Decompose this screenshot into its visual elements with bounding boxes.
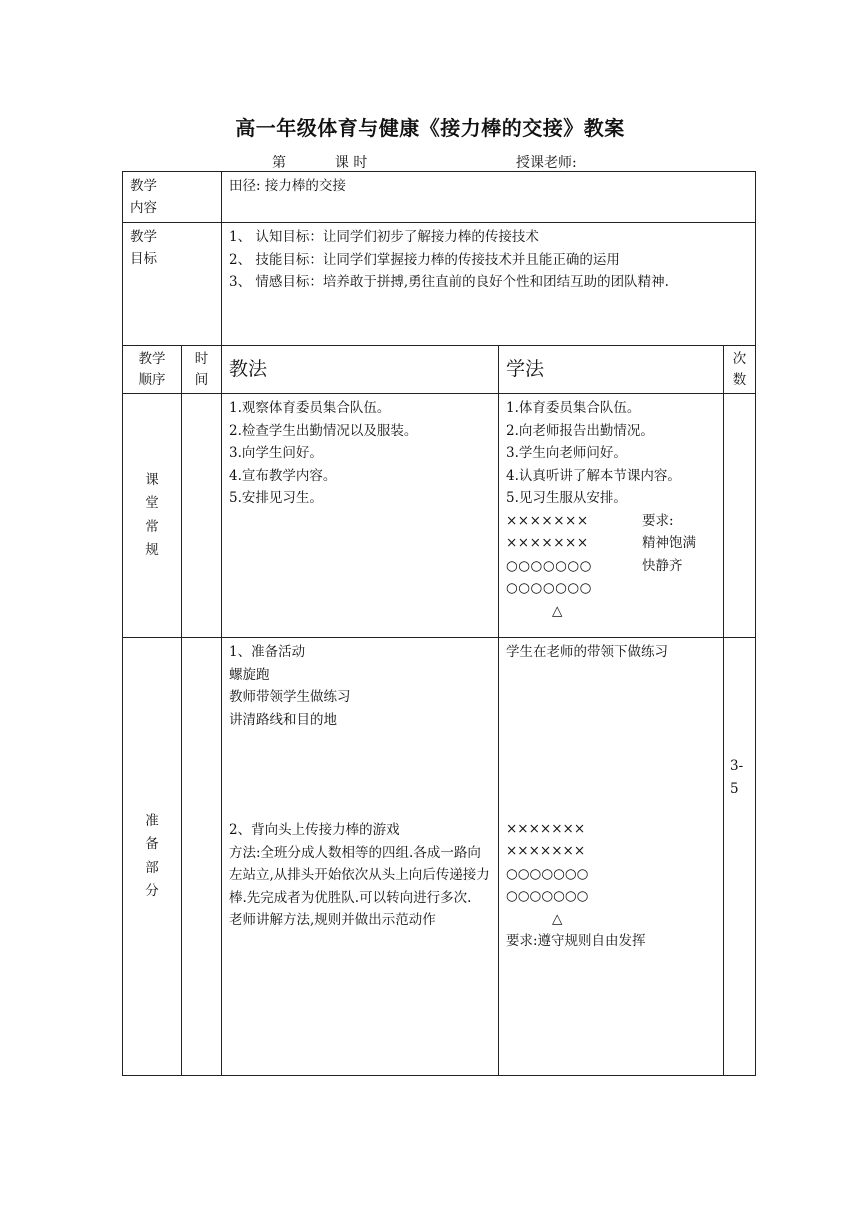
goals-label: 教学 目标 (123, 223, 222, 346)
routine-learning (499, 394, 724, 638)
list-item: 螺旋跑 (229, 666, 270, 683)
list-item: 1、准备活动 (229, 644, 306, 660)
routine-row (123, 394, 756, 638)
list-item: 5.见习生服从安排。 (506, 490, 627, 506)
formation-row: ○○○○○○○ (506, 580, 592, 596)
list-item: 讲清路线和目的地 (229, 711, 337, 728)
formation-row: ××××××× (506, 843, 586, 859)
header-learning: 学法 (499, 346, 724, 394)
formation-row: ○○○○○○○ (506, 865, 589, 882)
routine-count (724, 394, 756, 638)
prep-row (123, 638, 756, 1076)
header-order: 教学 顺序 (123, 346, 182, 394)
header-teaching: 教法 (222, 346, 499, 394)
list-item: 4.认真听讲了解本节课内容。 (506, 467, 681, 484)
formation-row: ××××××× (506, 820, 586, 837)
list-item: 5.安排见习生。 (229, 490, 323, 506)
list-item: 3.学生向老师问好。 (506, 445, 627, 461)
prep-label: 准 备 部 分 (123, 638, 182, 1076)
list-item: 2.向老师报告出勤情况。 (506, 422, 654, 439)
teacher-position-icon: △ (552, 910, 563, 927)
content-value: 田径: 接力棒的交接 (222, 172, 756, 223)
list-item: 学生在老师的带领下做练习 (506, 644, 668, 660)
content-row (123, 172, 756, 223)
goals-list (222, 223, 756, 346)
routine-time (182, 394, 222, 638)
prep-learning (499, 638, 724, 1076)
requirement-note: 要求:遵守规则自由发挥 (506, 933, 646, 949)
goal-item: 1、 认知目标：让同学们初步了解接力棒的传接技术 (229, 229, 539, 245)
teacher-position-icon: △ (552, 602, 563, 619)
prep-time (182, 638, 222, 1076)
routine-label: 课 堂 常 规 (123, 394, 182, 638)
lesson-label-a: 第 (272, 155, 286, 171)
list-item: 1.观察体育委员集合队伍。 (229, 400, 391, 416)
game-title: 2、背向头上传接力棒的游戏 (229, 822, 400, 838)
goal-item: 2、 技能目标：让同学们掌握接力棒的传接技术并且能正确的运用 (229, 251, 620, 268)
game-note: 老师讲解方法,规则并做出示范动作 (229, 912, 436, 928)
formation-row: ○○○○○○○ (506, 888, 589, 904)
list-item: 4.宣布教学内容。 (229, 467, 337, 484)
formation-row: ××××××× 精神饱满 (506, 535, 696, 551)
content-label: 教学 内容 (123, 172, 222, 223)
list-item: 2.检查学生出勤情况以及服装。 (229, 422, 418, 439)
header-row (123, 346, 756, 394)
prep-count: 3- 5 (724, 638, 756, 1076)
list-item: 3.向学生问好。 (229, 445, 323, 461)
goal-item: 3、 情感目标：培养敢于拼搏,勇往直前的良好个性和团结互助的团队精神. (229, 274, 669, 290)
page-title: 高一年级体育与健康《接力棒的交接》教案 (235, 116, 625, 140)
lesson-label (272, 152, 367, 172)
lesson-plan-table (122, 171, 756, 1076)
game-method: 方法:全班分成人数相等的四组.各成一路向左站立,从排头开始依次从头上向后传递接力棒.先完成者为优胜队.可以转向进行多次. (229, 844, 490, 906)
list-item: 1.体育委员集合队伍。 (506, 400, 641, 416)
prep-teaching (222, 638, 499, 1076)
formation-row: ××××××× 要求: (506, 512, 674, 529)
formation-row: ○○○○○○○ 快静齐 (506, 557, 683, 574)
routine-teaching (222, 394, 499, 638)
goals-row (123, 223, 756, 346)
header-count: 次 数 (724, 346, 756, 394)
lesson-label-b: 课 时 (334, 155, 368, 171)
header-time: 时 间 (182, 346, 222, 394)
teacher-label: 授课老师: (516, 155, 577, 171)
list-item: 教师带领学生做练习 (229, 689, 351, 705)
